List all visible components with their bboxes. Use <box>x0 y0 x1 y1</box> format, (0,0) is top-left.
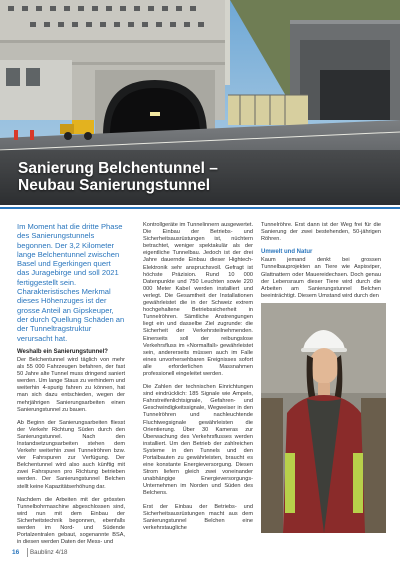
headline-line-1: Sanierung Belchentunnel – <box>18 160 218 177</box>
headline-line-2: Neubau Sanierungstunnel <box>18 177 211 194</box>
subhead-environment: Umwelt und Natur <box>261 249 313 256</box>
subhead-why-tunnel: Weshalb ein Sanierungstunnel? <box>17 348 108 355</box>
page-footer <box>0 543 400 565</box>
text-column-1 <box>17 222 125 552</box>
body-paragraph: Nachdem die Arbeiten mit der grössten Tunnelbohrmaschine abgeschlossen sind, wird nun mit dem Einbau der Sicherheitstechnik begonnen, ebenfalls werden im Nord- und Südende Portalzentralen gebaut, sogenannte BSA, in diesen werden Daten der Mess- und <box>17 496 125 546</box>
accent-divider <box>0 207 400 209</box>
text-column-3 <box>261 222 381 306</box>
body-paragraph: Der Belchentunnel wird täglich von mehr als 55 000 Fahrzeugen befahren, der fast 50 Jahre alte Tunnel muss dringend saniert werden. Um lange Staus zu verhindern und weiterhin 4-spurig fahren zu können, hat man sich dazu entschieden, wegen der mehrjährigen Sanierungsarbeiten einen Sanierungstunnel zu bauen. <box>17 356 125 413</box>
body-paragraph: Tunnelröhre. Erst dann ist der Weg frei für die Sanierung der zwei bestehenden, 50-jährigen Röhren. <box>261 222 381 243</box>
body-paragraph: Erst der Einbau der Betriebs- und Sicherheitsausrüstungen macht aus dem Sanierungstunnel Belchen eine verkehrstaugliche <box>143 503 253 531</box>
page-number: 16 <box>12 549 20 556</box>
text-column-2 <box>143 222 253 538</box>
body-paragraph: Kaum jemand denkt bei grossen Tunnelbauprojekten an Tiere wie Aspisviper, Glattnattern oder Mauereidechsen. Doch genau der Lebensraum dieser Tiere wird durch die Arbeiten am Sanierungstunnel Belchen beeinträchtigt. Diesem Umstand wird durch den <box>261 257 381 299</box>
article-headline <box>18 160 318 194</box>
body-paragraph: Kontrollgeräte im Tunnelinnern ausgewertet. Die Einbau der Betriebs- und Sicherheitsausrüstungen ist, nüchtern betrachtet, weniger spektakulär als der eigentliche Tunnelbau. Jedoch ist der drei Jahre dauernde Einbau dieser Hightech-Elektronik sehr anspruchsvoll. Gefragt ist höchste Präzision. Rund 10 000 Datenpunkte und 750 Leuchten sowie 220 000 Meter Kabel werden installiert und verlegt. Die Gesamtheit der Installationen gewährleistet die in der Schweiz extrem hochgehaltene Betriebssicherheit in Tunnelröhren. Sämtliche Anstrengungen liegt ein und dasselbe Ziel zugrunde: die Sicherheit der Verkehrsteilnehmenden. Einerseits soll der reibungslose Verkehrsfluss im «Normalfall» gewährleistet sein, andererseits müssen auch im Falle eines unvorhersehbaren Ereignisses sofort alle erforderlichen Massnahmen professionell eingeleitet werden. <box>143 222 253 377</box>
body-paragraph: Die Zahlen der technischen Einrichtungen sind eindrücklich: 185 Signale wie Ampeln, Fahrstreifenlichtsignale, Gefahren- und Geschwindigkeitssignale, Wegweiser in den Tunnelröhren und nachleuchtende Fluchtwegsignale gewährleisten die Orientierung. Über 30 Kameras zur Überwachung des Verkehrsflusses werden installiert. Um den Betrieb der zahlreichen Systeme in den Tunnels und den Portalbauten zu gewährleisten, braucht es eine konstante Energieversorgung. Diesen Strom liefern gleich zwei voneinander unabhängige Energieversorgungs-Unternehmen im Norden und Süden des Belchens. <box>143 384 253 497</box>
worker-photo <box>261 303 386 533</box>
publication-name: Baublinz 4/18 <box>30 549 68 556</box>
body-paragraph: Ab Beginn der Sanierungsarbeiten fliesst der Verkehr Richtung Süden durch den Sanierungstunnel. Nach den Instandsetzungsarbeiten stehen dem Verkehr weiterhin zwei Tunnelröhren bzw. vier Fahrspuren zur Verfügung. Der Belchentunnel wird also auch künftig mit zwei Fahrspuren pro Richtung betrieben werden. Der Sanierungstunnel Belchen stellt keine Kapazitätserhöhung dar. <box>17 419 125 490</box>
footer-divider <box>27 548 28 557</box>
lead-paragraph: Im Moment hat die dritte Phase des Sanierungstunnels begonnen. Der 3,2 Kilometer lange Belchentunnel zwischen Basel und Egerkingen quert das Juragebirge und soll 2021 fertiggestellt sein. Charakteristisches Merkmal dieses Höhenzuges ist der grosse Anteil an Gipskeuper, der durch Quellung Schäden an der Tunneltragstruktur verursacht hat. <box>17 222 125 343</box>
